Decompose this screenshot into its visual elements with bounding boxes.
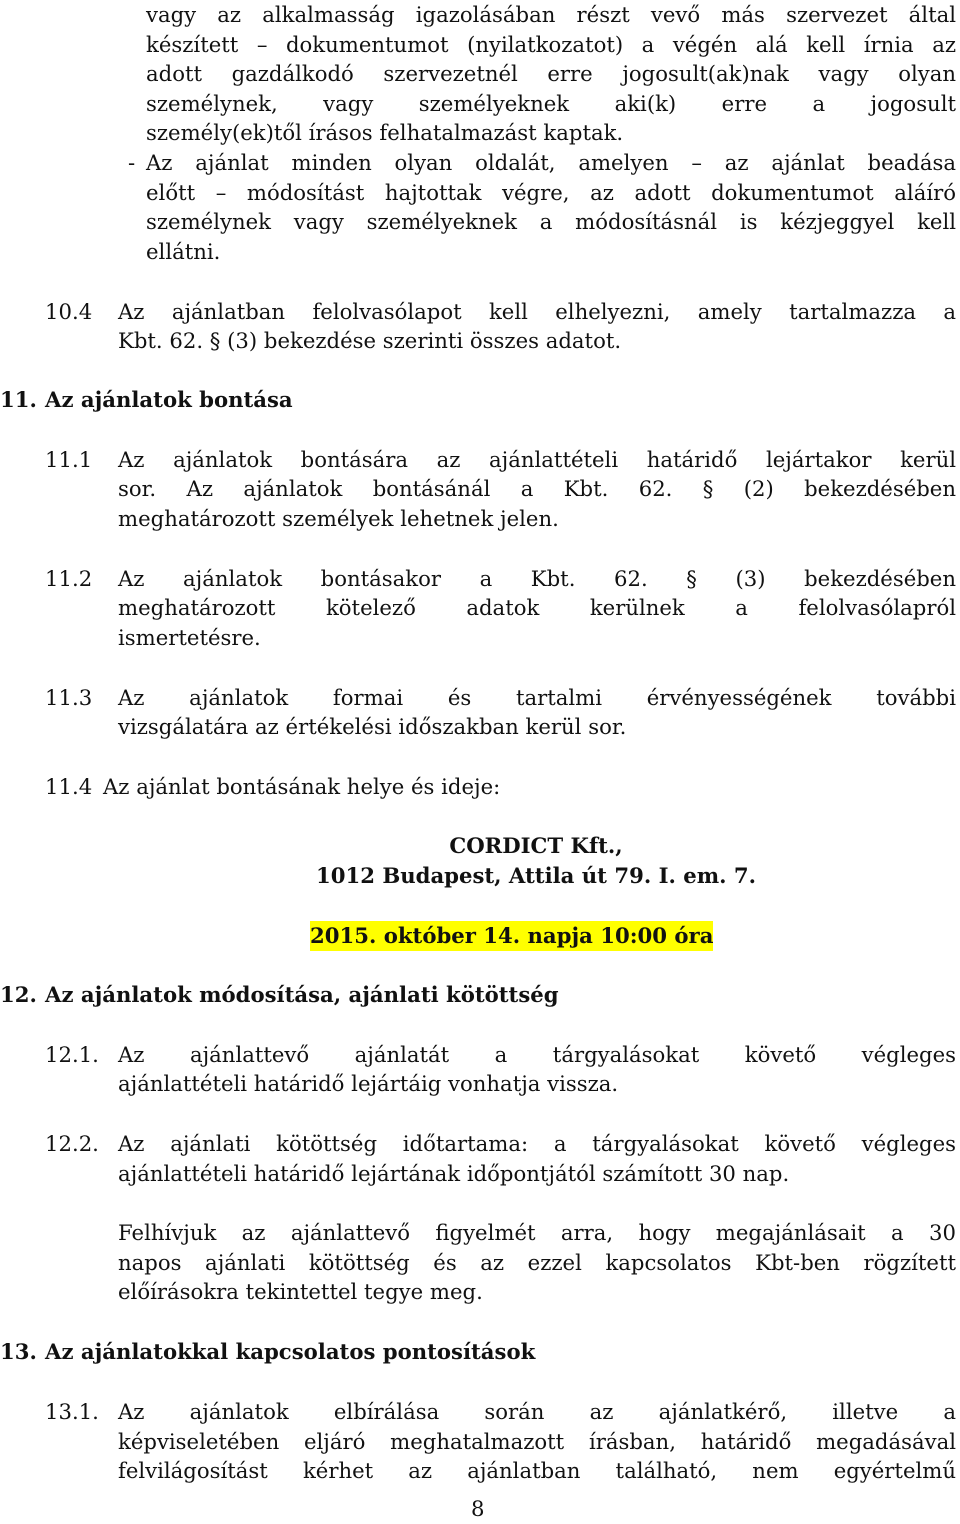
text-line: Az ajánlatban felolvasólapot kell elhelyezni, amely tartalmazza a bbox=[118, 299, 956, 324]
text-line: Az ajánlatok formai és tartalmi érvényességének további bbox=[118, 685, 956, 710]
section-number: 11.4 bbox=[45, 774, 93, 799]
text-line: előtt – módosítást hajtottak végre, az adott dokumentumot aláíró bbox=[146, 180, 956, 205]
heading-number: 12. bbox=[0, 982, 37, 1007]
text-line: készített – dokumentumot (nyilatkozatot) a végén alá kell írnia az bbox=[146, 32, 956, 57]
text-line: Az ajánlat minden olyan oldalát, amelyen – az ajánlat beadása bbox=[146, 150, 956, 175]
text-line: vizsgálatára az értékelési időszakban kerül sor. bbox=[118, 714, 627, 739]
text-line: ellátni. bbox=[146, 239, 221, 264]
company-address: 1012 Budapest, Attila út 79. I. em. 7. bbox=[315, 863, 757, 888]
heading-number: 11. bbox=[0, 387, 37, 412]
text-line: Kbt. 62. § (3) bekezdése szerinti összes adatot. bbox=[118, 328, 622, 353]
page-number: 8 bbox=[471, 1496, 485, 1521]
section-number: 13.1. bbox=[45, 1399, 99, 1424]
text-line: adott gazdálkodó szervezetnél erre jogosult(ak)nak vagy olyan bbox=[146, 61, 956, 86]
heading-title: Az ajánlatok bontása bbox=[45, 387, 293, 412]
text-line: személynek, vagy személyeknek aki(k) erre a jogosult bbox=[146, 91, 956, 116]
section-number: 12.1. bbox=[45, 1042, 99, 1067]
heading-title: Az ajánlatok módosítása, ajánlati kötöttség bbox=[45, 982, 559, 1007]
text-line: sor. Az ajánlatok bontásánál a Kbt. 62. § (2) bekezdésében bbox=[118, 476, 956, 501]
text-line: meghatározott személyek lehetnek jelen. bbox=[118, 506, 559, 531]
heading-title: Az ajánlatokkal kapcsolatos pontosítások bbox=[45, 1339, 536, 1364]
text-line: képviseletében eljáró meghatalmazott írásban, határidő megadásával bbox=[118, 1429, 956, 1454]
text-line: személynek vagy személyeknek a módosításnál is kézjeggyel kell bbox=[146, 209, 956, 234]
text-line: napos ajánlati kötöttség és az ezzel kapcsolatos Kbt-ben rögzített bbox=[118, 1250, 956, 1275]
section-number: 11.2 bbox=[45, 566, 93, 591]
text-line: személy(ek)től írásos felhatalmazást kaptak. bbox=[146, 120, 624, 145]
text-line: ismertetésre. bbox=[118, 625, 261, 650]
text-line: Az ajánlat bontásának helye és ideje: bbox=[103, 774, 501, 799]
bullet-marker: - bbox=[128, 150, 136, 175]
heading-number: 13. bbox=[0, 1339, 37, 1364]
text-line: felvilágosítást kérhet az ajánlatban található, nem egyértelmű bbox=[118, 1458, 956, 1483]
company-name: CORDICT Kft., bbox=[449, 833, 623, 858]
text-line: ajánlattételi határidő lejártának időpontjától számított 30 nap. bbox=[118, 1161, 790, 1186]
opening-datetime: 2015. október 14. napja 10:00 óra bbox=[310, 921, 713, 951]
text-line: Az ajánlattevő ajánlatát a tárgyalásokat követő végleges bbox=[118, 1042, 956, 1067]
text-line: ajánlattételi határidő lejártáig vonhatja vissza. bbox=[118, 1071, 619, 1096]
text-line: Felhívjuk az ajánlattevő figyelmét arra, hogy megajánlásait a 30 bbox=[118, 1220, 956, 1245]
section-number: 10.4 bbox=[45, 299, 93, 324]
text-line: Az ajánlatok bontására az ajánlattételi határidő lejártakor kerül bbox=[118, 447, 956, 472]
section-number: 11.1 bbox=[45, 447, 93, 472]
text-line: meghatározott kötelező adatok kerülnek a felolvasólapról bbox=[118, 595, 956, 620]
text-line: Az ajánlatok elbírálása során az ajánlatkérő, illetve a bbox=[118, 1399, 956, 1424]
text-line: előírásokra tekintettel tegye meg. bbox=[118, 1279, 483, 1304]
section-number: 12.2. bbox=[45, 1131, 99, 1156]
text-line: Az ajánlatok bontásakor a Kbt. 62. § (3) bekezdésében bbox=[118, 566, 956, 591]
text-line: vagy az alkalmasság igazolásában részt vevő más szervezet által bbox=[146, 2, 956, 27]
section-number: 11.3 bbox=[45, 685, 93, 710]
text-line: Az ajánlati kötöttség időtartama: a tárgyalásokat követő végleges bbox=[118, 1131, 956, 1156]
